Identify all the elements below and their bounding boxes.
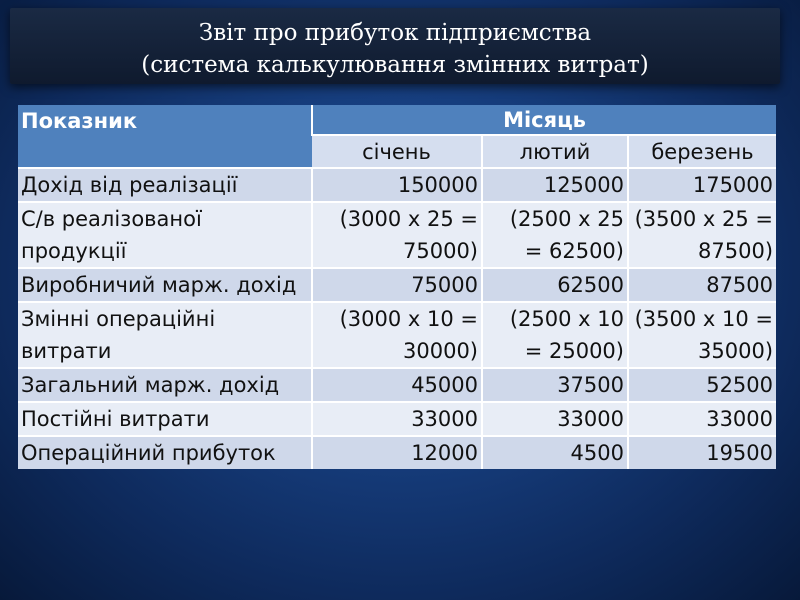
cell-value: 75000 xyxy=(312,268,482,302)
row-label: Виробничий марж. дохід xyxy=(18,268,312,302)
cell-value: (3500 х 10 = 35000) xyxy=(628,302,776,368)
row-label: Операційний прибуток xyxy=(18,436,312,469)
cell-value: 33000 xyxy=(482,402,628,436)
cell-value: (2500 х 25 = 62500) xyxy=(482,202,628,268)
cell-value: 175000 xyxy=(628,168,776,202)
income-statement-table xyxy=(18,105,776,469)
row-label: Змінні операційні витрати xyxy=(18,302,312,368)
cell-value: 125000 xyxy=(482,168,628,202)
table-row xyxy=(18,302,776,368)
table-row xyxy=(18,402,776,436)
header-month-march: березень xyxy=(628,135,776,168)
cell-value: 150000 xyxy=(312,168,482,202)
header-indicator: Показник xyxy=(18,105,312,168)
title-line-2: (система калькулювання змінних витрат) xyxy=(141,52,649,78)
table-row xyxy=(18,168,776,202)
table-row xyxy=(18,268,776,302)
cell-value: 87500 xyxy=(628,268,776,302)
slide-title xyxy=(10,8,780,84)
cell-value: (2500 х 10 = 25000) xyxy=(482,302,628,368)
cell-value: (3000 х 25 = 75000) xyxy=(312,202,482,268)
cell-value: 62500 xyxy=(482,268,628,302)
cell-value: 33000 xyxy=(312,402,482,436)
cell-value: 19500 xyxy=(628,436,776,469)
header-month-january: січень xyxy=(312,135,482,168)
cell-value: 4500 xyxy=(482,436,628,469)
cell-value: 12000 xyxy=(312,436,482,469)
row-label: С/в реалізованої продукції xyxy=(18,202,312,268)
table-row xyxy=(18,202,776,268)
table-row xyxy=(18,436,776,469)
row-label: Дохід від реалізації xyxy=(18,168,312,202)
header-month: Місяць xyxy=(312,105,776,135)
cell-value: 33000 xyxy=(628,402,776,436)
title-line-1: Звіт про прибуток підприємства xyxy=(198,20,592,46)
cell-value: (3000 х 10 = 30000) xyxy=(312,302,482,368)
row-label: Загальний марж. дохід xyxy=(18,368,312,402)
cell-value: 37500 xyxy=(482,368,628,402)
row-label: Постійні витрати xyxy=(18,402,312,436)
cell-value: 45000 xyxy=(312,368,482,402)
cell-value: (3500 х 25 = 87500) xyxy=(628,202,776,268)
table-row xyxy=(18,368,776,402)
header-month-february: лютий xyxy=(482,135,628,168)
cell-value: 52500 xyxy=(628,368,776,402)
